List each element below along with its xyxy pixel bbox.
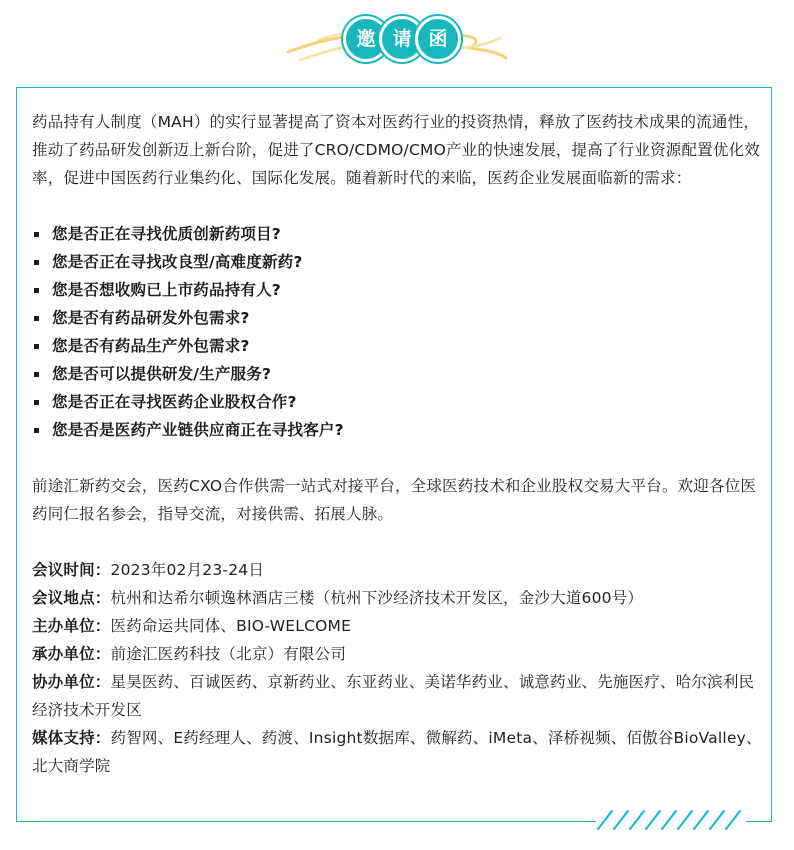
list-item [32, 416, 762, 444]
bullet-icon [34, 232, 39, 237]
co-organizer-row [32, 668, 762, 724]
bullet-icon [34, 400, 39, 405]
question-text: 您是否是医药产业链供应商正在寻找客户? [52, 421, 344, 439]
spacer [32, 528, 762, 556]
media-support-row [32, 724, 762, 780]
info-label: 会议时间： [32, 561, 111, 579]
intro-paragraph: 药品持有人制度（MAH）的实行显著提高了资本对医药行业的投资热情，释放了医药技术成果的流通性，推动了药品研发创新迈上新台阶，促进了CRO/CDMO/CMO产业的快速发展，提高了行业资源配置优化效率，促进中国医药行业集约化、国际化发展。随着新时代的来临，医药企业发展面临新的需求： [32, 113, 760, 187]
question-text: 您是否有药品生产外包需求? [52, 337, 250, 355]
list-item [32, 360, 762, 388]
meeting-venue-row [32, 584, 762, 612]
bullet-icon [34, 316, 39, 321]
question-text: 您是否正在寻找改良型/高难度新药? [52, 253, 303, 271]
question-list [32, 220, 762, 444]
info-label: 媒体支持： [32, 729, 111, 747]
bullet-icon [34, 344, 39, 349]
title-char: 函 [415, 16, 461, 62]
spacer [32, 444, 762, 472]
question-text: 您是否有药品研发外包需求? [52, 309, 250, 327]
question-text: 您是否正在寻找优质创新药项目? [52, 225, 281, 243]
list-item [32, 220, 762, 248]
title-badges [340, 16, 460, 70]
bullet-icon [34, 428, 39, 433]
organizer-row [32, 640, 762, 668]
question-text: 您是否可以提供研发/生产服务? [52, 365, 272, 383]
meeting-time-row [32, 556, 762, 584]
list-item [32, 388, 762, 416]
bullet-icon [34, 372, 39, 377]
list-item [32, 248, 762, 276]
info-value: 药智网、E药经理人、药渡、Insight数据库、微解药、iMeta、泽桥视频、佰傲谷BioValley、北大商学院 [32, 729, 762, 775]
invitation-body [32, 108, 762, 780]
info-label: 会议地点： [32, 589, 111, 607]
hatch-decoration-icon [596, 808, 746, 832]
bullet-icon [34, 288, 39, 293]
list-item [32, 276, 762, 304]
question-text: 您是否正在寻找医药企业股权合作? [52, 393, 297, 411]
info-value: 医药命运共同体、BIO-WELCOME [110, 617, 352, 635]
spacer [32, 192, 762, 220]
bullet-icon [34, 260, 39, 265]
list-item [32, 304, 762, 332]
summary-paragraph: 前途汇新药交会，医药CXO合作供需一站式对接平台，全球医药技术和企业股权交易大平台。欢迎各位医药同仁报名参会，指导交流，对接供需、拓展人脉。 [32, 477, 757, 523]
title-char: 邀 [343, 16, 389, 62]
info-value: 星昊医药、百诚医药、京新药业、东亚药业、美诺华药业、诚意药业、先施医疗、哈尔滨利民经济技术开发区 [32, 673, 755, 719]
info-label: 承办单位： [32, 645, 111, 663]
title-char: 请 [379, 16, 425, 62]
header [0, 14, 794, 74]
host-row [32, 612, 762, 640]
info-label: 主办单位： [32, 617, 111, 635]
info-value: 前途汇医药科技（北京）有限公司 [110, 645, 347, 663]
info-value: 2023年02月23-24日 [110, 561, 265, 579]
list-item [32, 332, 762, 360]
question-text: 您是否想收购已上市药品持有人? [52, 281, 281, 299]
info-label: 协办单位： [32, 673, 111, 691]
info-value: 杭州和达希尔顿逸林酒店三楼（杭州下沙经济技术开发区，金沙大道600号） [110, 589, 644, 607]
